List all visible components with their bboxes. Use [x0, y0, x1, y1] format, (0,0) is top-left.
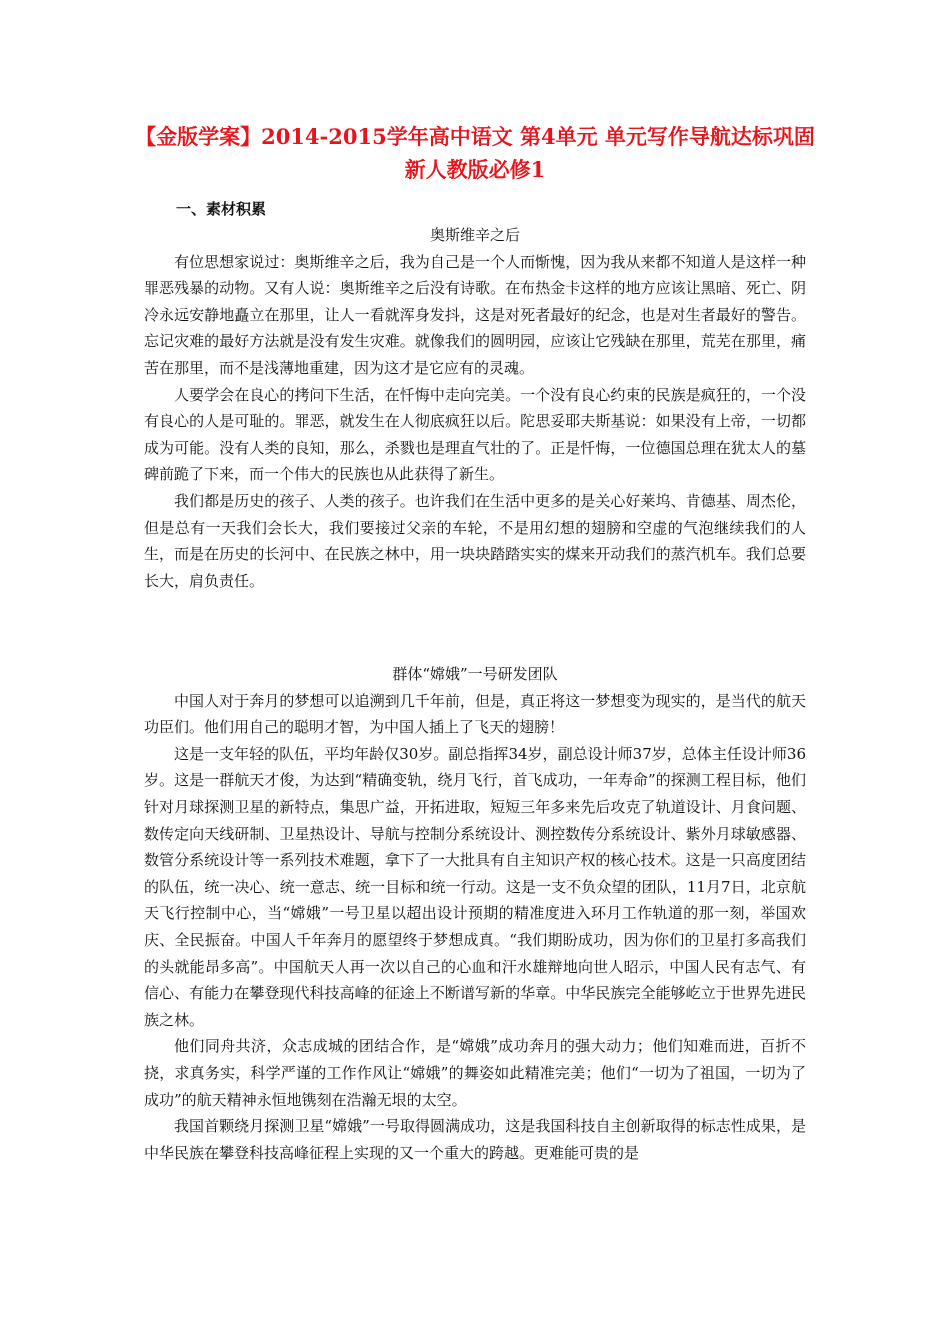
paragraph: 我国首颗绕月探测卫星“嫦娥”一号取得圆满成功，这是我国科技自主创新取得的标志性成果，是中华民族在攀登科技高峰征程上实现的又一个重大的跨越。更难能可贵的是 — [144, 1117, 806, 1162]
section-heading: 一、素材积累 — [176, 200, 267, 218]
paragraph: 中国人对于奔月的梦想可以追溯到几千年前，但是，真正将这一梦想变为现实的，是当代的航天功臣们。他们用自己的聪明才智，为中国人插上了飞天的翅膀！ — [144, 691, 806, 737]
article-change-team — [144, 661, 806, 1166]
paragraph: 这是一支年轻的队伍，平均年龄仅30岁。副总指挥34岁，副总设计师37岁，总体主任设计师36岁。这是一群航天才俊，为达到“精确变轨，绕月飞行，首飞成功，一年寿命”的探测工程目标，他们针对月球探测卫星的新特点，集思广益，开拓进取，短短三年多来先后攻克了轨道设计、月食问题、数传定向天线研制、卫星热设计、导航与控制分系统设计、测控数传分系统设计、紫外月球敏感器、数管分系统设计等一系列技术难题，拿下了一大批具有自主知识产权的核心技术。这是一只高度团结的队伍，统一决心、统一意志、统一目标和统一行动。这是一支不负众望的团队，11月7日，北京航天飞行控制中心，当“嫦娥”一号卫星以超出设计预期的精准度进入环月工作轨道的那一刻，举国欢庆、全民振奋。中国人千年奔月的愿望终于梦想成真。“我们期盼成功，因为你们的卫星打多高我们的头就能昂多高”。中国航天人再一次以自己的心血和汗水雄辩地向世人昭示，中国人民有志气、有信心、有能力在攀登现代科技高峰的征途上不断谱写新的华章。中华民族完全能够屹立于世界先进民族之林。 — [144, 744, 806, 1029]
article-auschwitz — [144, 222, 806, 594]
article-title: 群体“嫦娥”一号研发团队 — [392, 665, 558, 683]
paragraph: 人要学会在良心的拷问下生活，在忏悔中走向完美。一个没有良心约束的民族是疯狂的，一个没有良心的人是可耻的。罪恶，就发生在人彻底疯狂以后。陀思妥耶夫斯基说：如果没有上帝，一切都成为可能。没有人类的良知，那么，杀戮也是理直气壮的了。正是忏悔，一位德国总理在犹太人的墓碑前跪了下来，而一个伟大的民族也从此获得了新生。 — [144, 385, 806, 484]
article-title: 奥斯维辛之后 — [429, 226, 520, 244]
paragraph: 有位思想家说过：奥斯维辛之后，我为自己是一个人而惭愧，因为我从来都不知道人是这样一种罪恶残暴的动物。又有人说：奥斯维辛之后没有诗歌。在布热金卡这样的地方应该让黑暗、死亡、阴冷永远安静地矗立在那里，让人一看就浑身发抖，这是对死者最好的纪念，也是对生者最好的警告。忘记灾难的最好方法就是没有发生灾难。就像我们的圆明园，应该让它残缺在那里，荒芜在那里，痛苦在那里，而不是浅薄地重建，因为这才是它应有的灵魂。 — [144, 252, 806, 377]
paragraph: 他们同舟共济，众志成城的团结合作，是“嫦娥”成功奔月的强大动力；他们知难而进，百折不挠，求真务实，科学严谨的工作作风让“嫦娥”的舞姿如此精准完美；他们“一切为了祖国，一切为了成功”的航天精神永恒地镌刻在浩瀚无垠的太空。 — [144, 1037, 806, 1109]
document-title: 【金版学案】2014-2015学年高中语文 第4单元 单元写作导航达标巩固 新人教版必修1 — [135, 124, 815, 182]
paragraph: 我们都是历史的孩子、人类的孩子。也许我们在生活中更多的是关心好莱坞、肯德基、周杰伦，但是总有一天我们会长大，我们要接过父亲的车轮，不是用幻想的翅膀和空虚的气泡继续我们的人生，而是在历史的长河中、在民族之林中，用一块块踏踏实实的煤来开动我们的蒸汽机车。我们总要长大，肩负责任。 — [144, 491, 806, 590]
